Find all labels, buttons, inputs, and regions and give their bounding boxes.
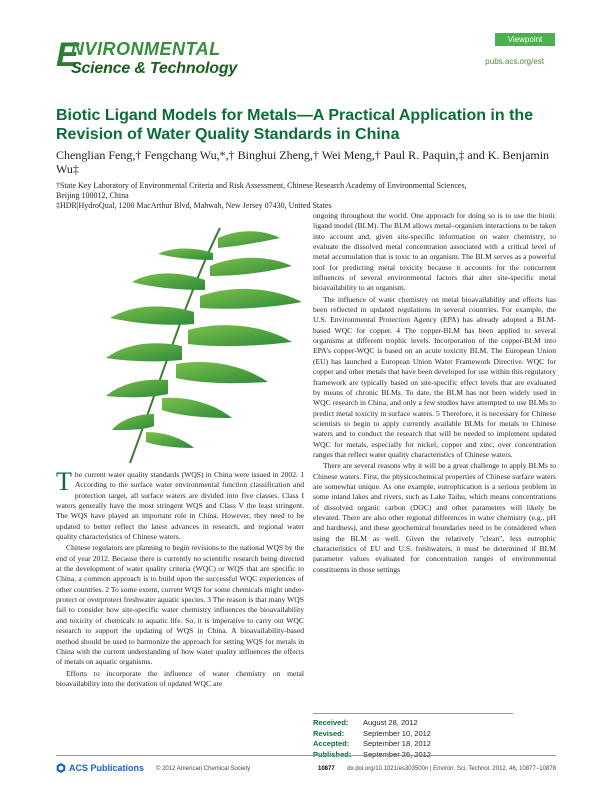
right-paragraph-3: There are several reasons why it will be a great challenge to apply BLMs to Chinese waters. First, the physicochemical properties of Chinese surface waters are somewhat unique. As one example, eutrophication is a serious problem in some inland lakes and rivers, such as Lake Taihu, which means concentrations of dissolved organic carbon (DOC) and other parameters will likely be elevated. There are also other regional differences in water chemistry (e.g., pH and hardness), and these geochemical boundaries need to be considered when using the BLM as well. Given the relatively "clean", less eutrophic characteristics of EU and U.S. freshwaters, it must be determined if BLM parameter values evaluated for concentration ranges of environmental constituents in those settings bbox=[313, 461, 556, 574]
logo-initial: E bbox=[56, 36, 79, 74]
left-paragraph-1: he current water quality standards (WQS) in China were issued in 2002. 1 According to the surface water environmental function classification and protection target, all surface waters are divided into five classes. Class I waters generally have the most stringent WQS and Class V the least stringent. The WQS have played an important role in China. However, they need to be updated to better reflect the latest advances in research, and regional water quality characteristics of Chinese waters. bbox=[56, 470, 304, 542]
viewpoint-badge: Viewpoint bbox=[495, 33, 555, 46]
journal-url[interactable]: pubs.acs.org/est bbox=[485, 57, 544, 66]
acs-publications-logo bbox=[56, 763, 144, 773]
logo-line-science: Science & Technology bbox=[71, 60, 238, 77]
fern-leaf-illustration bbox=[70, 218, 320, 468]
publisher-name: ACS Publications bbox=[69, 763, 145, 773]
page-number: 10877 bbox=[318, 766, 335, 772]
affiliation-1: †State Key Laboratory of Environmental Criteria and Risk Assessment, Chinese Research Academy of Environmental Sciences, Beijing 100012, China bbox=[56, 181, 467, 200]
drop-cap: T bbox=[56, 467, 72, 496]
date-row-revised: Revised: September 10, 2012 bbox=[313, 728, 431, 738]
journal-logo bbox=[56, 36, 296, 86]
author-list: Chenglian Feng,† Fengchang Wu,*,† Binghui Zheng,† Wei Meng,† Paul R. Paquin,‡ and K. Benjamin Wu‡ bbox=[56, 148, 550, 176]
right-text-column bbox=[313, 211, 556, 576]
right-paragraph-1: ongoing throughout the world. One approach for doing so is to use the biotic ligand model (BLM). The BLM allows metal–organism interactions to be taken into account and, given site-specific information on water chemistry, to evaluate the dissolved metal concentration associated with a critical level of metal accumulation that is toxic to an organism. The BLM serves as a powerful tool for predicting metal toxicity because it accounts for the concurrent influences of several environmental factors that alter site-specific metal bioavailability to an organism. bbox=[313, 211, 556, 293]
publication-dates bbox=[313, 713, 513, 760]
left-text-column bbox=[56, 467, 304, 690]
date-row-received: Received: August 28, 2012 bbox=[313, 718, 418, 727]
article-title: Biotic Ligand Models for Metals—A Practical Application in the Revision of Water Quality Standards in China bbox=[56, 107, 534, 143]
page-footer bbox=[56, 755, 556, 775]
doi-citation[interactable]: dx.doi.org/10.1021/es303500n | Environ. Sci. Technol. 2012, 46, 10877−10878 bbox=[347, 766, 556, 772]
right-paragraph-2: The influence of water chemistry on metal bioavailability and effects has been reflected in updated regulations in several countries. For example, the U.S. Environmental Protection Agency (EPA) has already adopted a BLM-based WQC for copper. 4 The copper-BLM has been applied to several organisms at different trophic levels. Incorporation of the copper-BLM into EPA's copper-WQC is based on an acute toxicity BLM. The European Union (EU) has launched a European Union Water Framework Directive. WQC for copper and other metals that have been developed for use within this regulatory framework are typically based on site-specific effect levels that are evaluated by means of chronic BLMs. To date, the BLM has not been widely used in WQC research in China, and only a few studies have attempted to use BLMs to predict metal toxicity in surface waters. 5 Therefore, it is necessary for Chinese scientists to begin to apply currently available BLMs for metals to Chinese waters and to conduct the research that will be needed to implement updated WQC for metals, especially for nickel, copper and zinc, over concentration ranges that reflect water quality characteristics of Chinese waters. bbox=[313, 294, 556, 459]
left-paragraph-2: Chinese regulators are planning to begin revisions to the national WQS by the end of year 2012. Because there is currently no scientific research being directed at the development of water quality criteria (WQC) or WQS that are specific to China, a common approach is to build upon the successful WQC experiences of other countries. 2 To some extent, current WQS for some chemicals might under-protect or overprotect freshwater aquatic species. 3 The reason is that many WQS fail to consider how site-specific water chemistry influences the bioavailability and toxicity of chemicals to aquatic life. So, it is imperative to carry out WQC research to support the updating of WQS in China. A bioavailability-based method should be used to harmonize the approach for setting WQS for metals in China with the current understanding of how water quality influences the effects of metals on aquatic organisms. bbox=[56, 543, 304, 667]
acs-hexagon-logo-icon bbox=[56, 763, 66, 773]
date-row-published: Published: September 26, 2012 bbox=[313, 749, 431, 759]
date-row-accepted: Accepted: September 18, 2012 bbox=[313, 739, 431, 748]
logo-line-environmental: NVIRONMENTAL bbox=[71, 39, 221, 59]
left-paragraph-3: Efforts to incorporate the influence of water chemistry on metal bioavailability into the derivation of updated WQC are bbox=[56, 668, 304, 688]
copyright-notice: © 2012 American Chemical Society bbox=[156, 766, 251, 772]
affiliation-2: ‡HDR|HydroQual, 1200 MacArthur Blvd, Mahwah, New Jersey 07430, United States bbox=[56, 201, 332, 210]
